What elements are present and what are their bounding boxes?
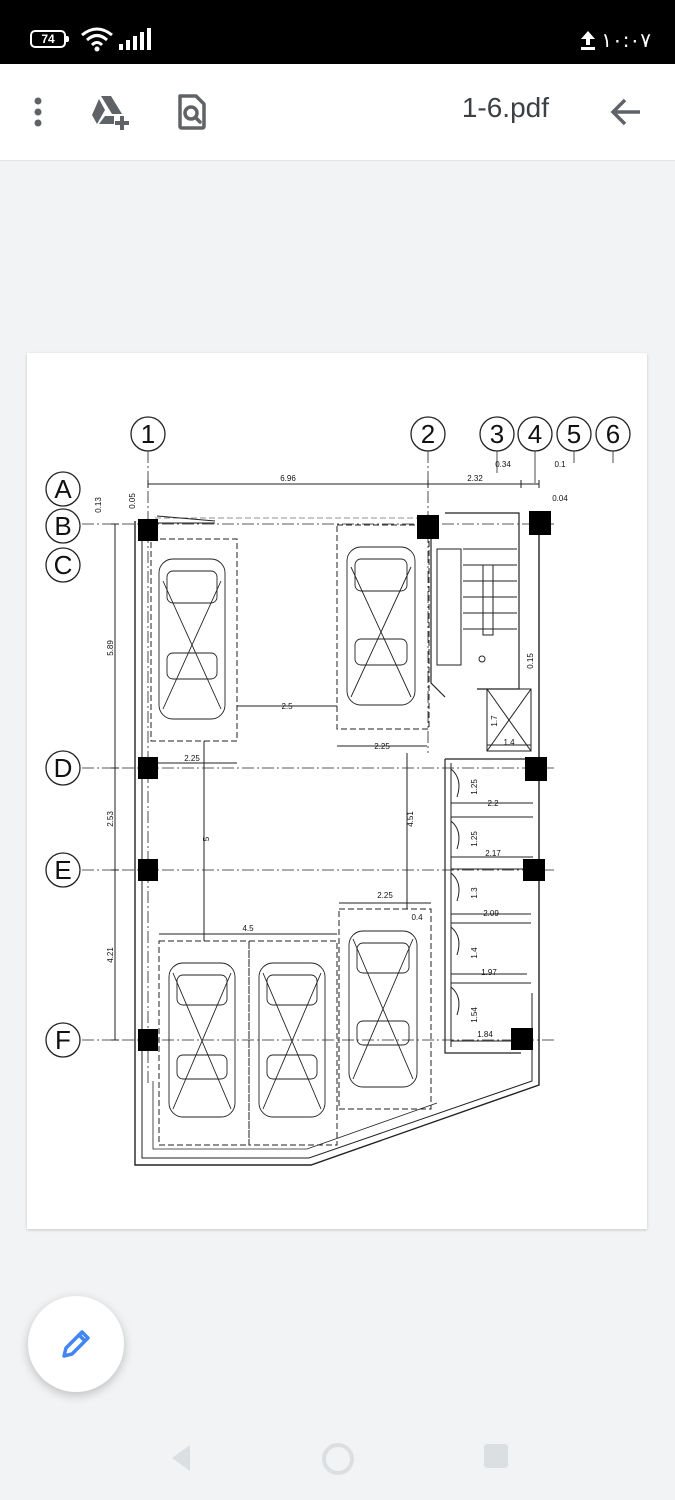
dim-text: 6.96 [280,474,296,483]
dim-text: 4.5 [242,924,254,933]
grid-row-d: D [53,753,73,783]
dim-text: 0.15 [526,653,535,669]
dim-text: 2.09 [483,909,499,918]
back-arrow-icon [610,98,642,126]
document-title: 1-6.pdf [461,92,549,123]
grid-col-6: 6 [605,419,621,449]
dim-text: 1.4 [503,738,515,747]
dim-text: 1.7 [490,715,499,727]
dim-text: 1.54 [470,1007,479,1023]
back-button[interactable] [602,88,650,136]
signal-icon [118,28,152,50]
grid-col-5: 5 [566,419,582,449]
grid-row-c: C [53,550,73,580]
dim-text: 0.13 [94,497,103,513]
dim-text: 2.25 [377,891,393,900]
dim-text: 2.17 [485,849,501,858]
grid-col-2: 2 [420,419,436,449]
grid-row-f: F [55,1025,71,1055]
wifi-icon [80,26,114,52]
dim-text: 5.89 [106,640,115,656]
find-in-page-icon [176,94,208,130]
status-bar [0,0,675,64]
find-in-page-button[interactable] [168,88,216,136]
floor-plan-drawing [27,353,647,1229]
dim-text: 4.21 [106,947,115,963]
upload-icon [579,30,597,50]
nav-back-icon[interactable] [168,1442,194,1474]
battery-level: 74 [41,32,55,46]
dim-text: 2.25 [374,742,390,751]
battery-indicator [30,30,66,48]
edit-button[interactable] [28,1296,124,1392]
dim-text: 2.25 [184,754,200,763]
dim-text: 5 [202,836,211,842]
grid-row-b: B [54,511,72,541]
grid-column-bubbles [131,417,630,451]
dim-text: 1.84 [477,1030,493,1039]
dim-text: 0.1 [554,460,566,469]
add-to-drive-button[interactable] [86,88,134,136]
system-nav-bar [0,1420,675,1500]
dim-text: 0.04 [552,494,568,503]
dim-text: 1.4 [470,947,479,959]
nav-recents-icon[interactable] [482,1442,510,1470]
grid-col-1: 1 [140,419,156,449]
clock: ۱۰:۰۷ [601,28,651,52]
grid-row-e: E [54,855,72,885]
dim-text: 1.25 [470,831,479,847]
dim-text: 1.25 [470,779,479,795]
more-options-button[interactable] [14,88,62,136]
pdf-page[interactable] [27,353,647,1229]
dim-text: 1.3 [470,887,479,899]
drive-add-icon [88,94,132,130]
grid-col-3: 3 [489,419,505,449]
dim-text: 1.97 [481,968,497,977]
nav-home-icon[interactable] [321,1442,355,1476]
dim-text: 2.2 [487,799,499,808]
dim-text: 0.4 [411,913,423,922]
edit-pencil-icon [59,1327,93,1361]
dim-text: 0.05 [128,493,137,509]
dim-text: 2.53 [106,811,115,827]
dim-text: 2.32 [467,474,483,483]
dim-text: 4.51 [406,811,415,827]
app-toolbar [0,64,675,161]
dim-text: 2.5 [281,702,293,711]
grid-col-4: 4 [527,419,543,449]
dim-text: 0.34 [495,460,511,469]
grid-row-a: A [54,474,72,504]
more-vert-icon [32,96,44,128]
